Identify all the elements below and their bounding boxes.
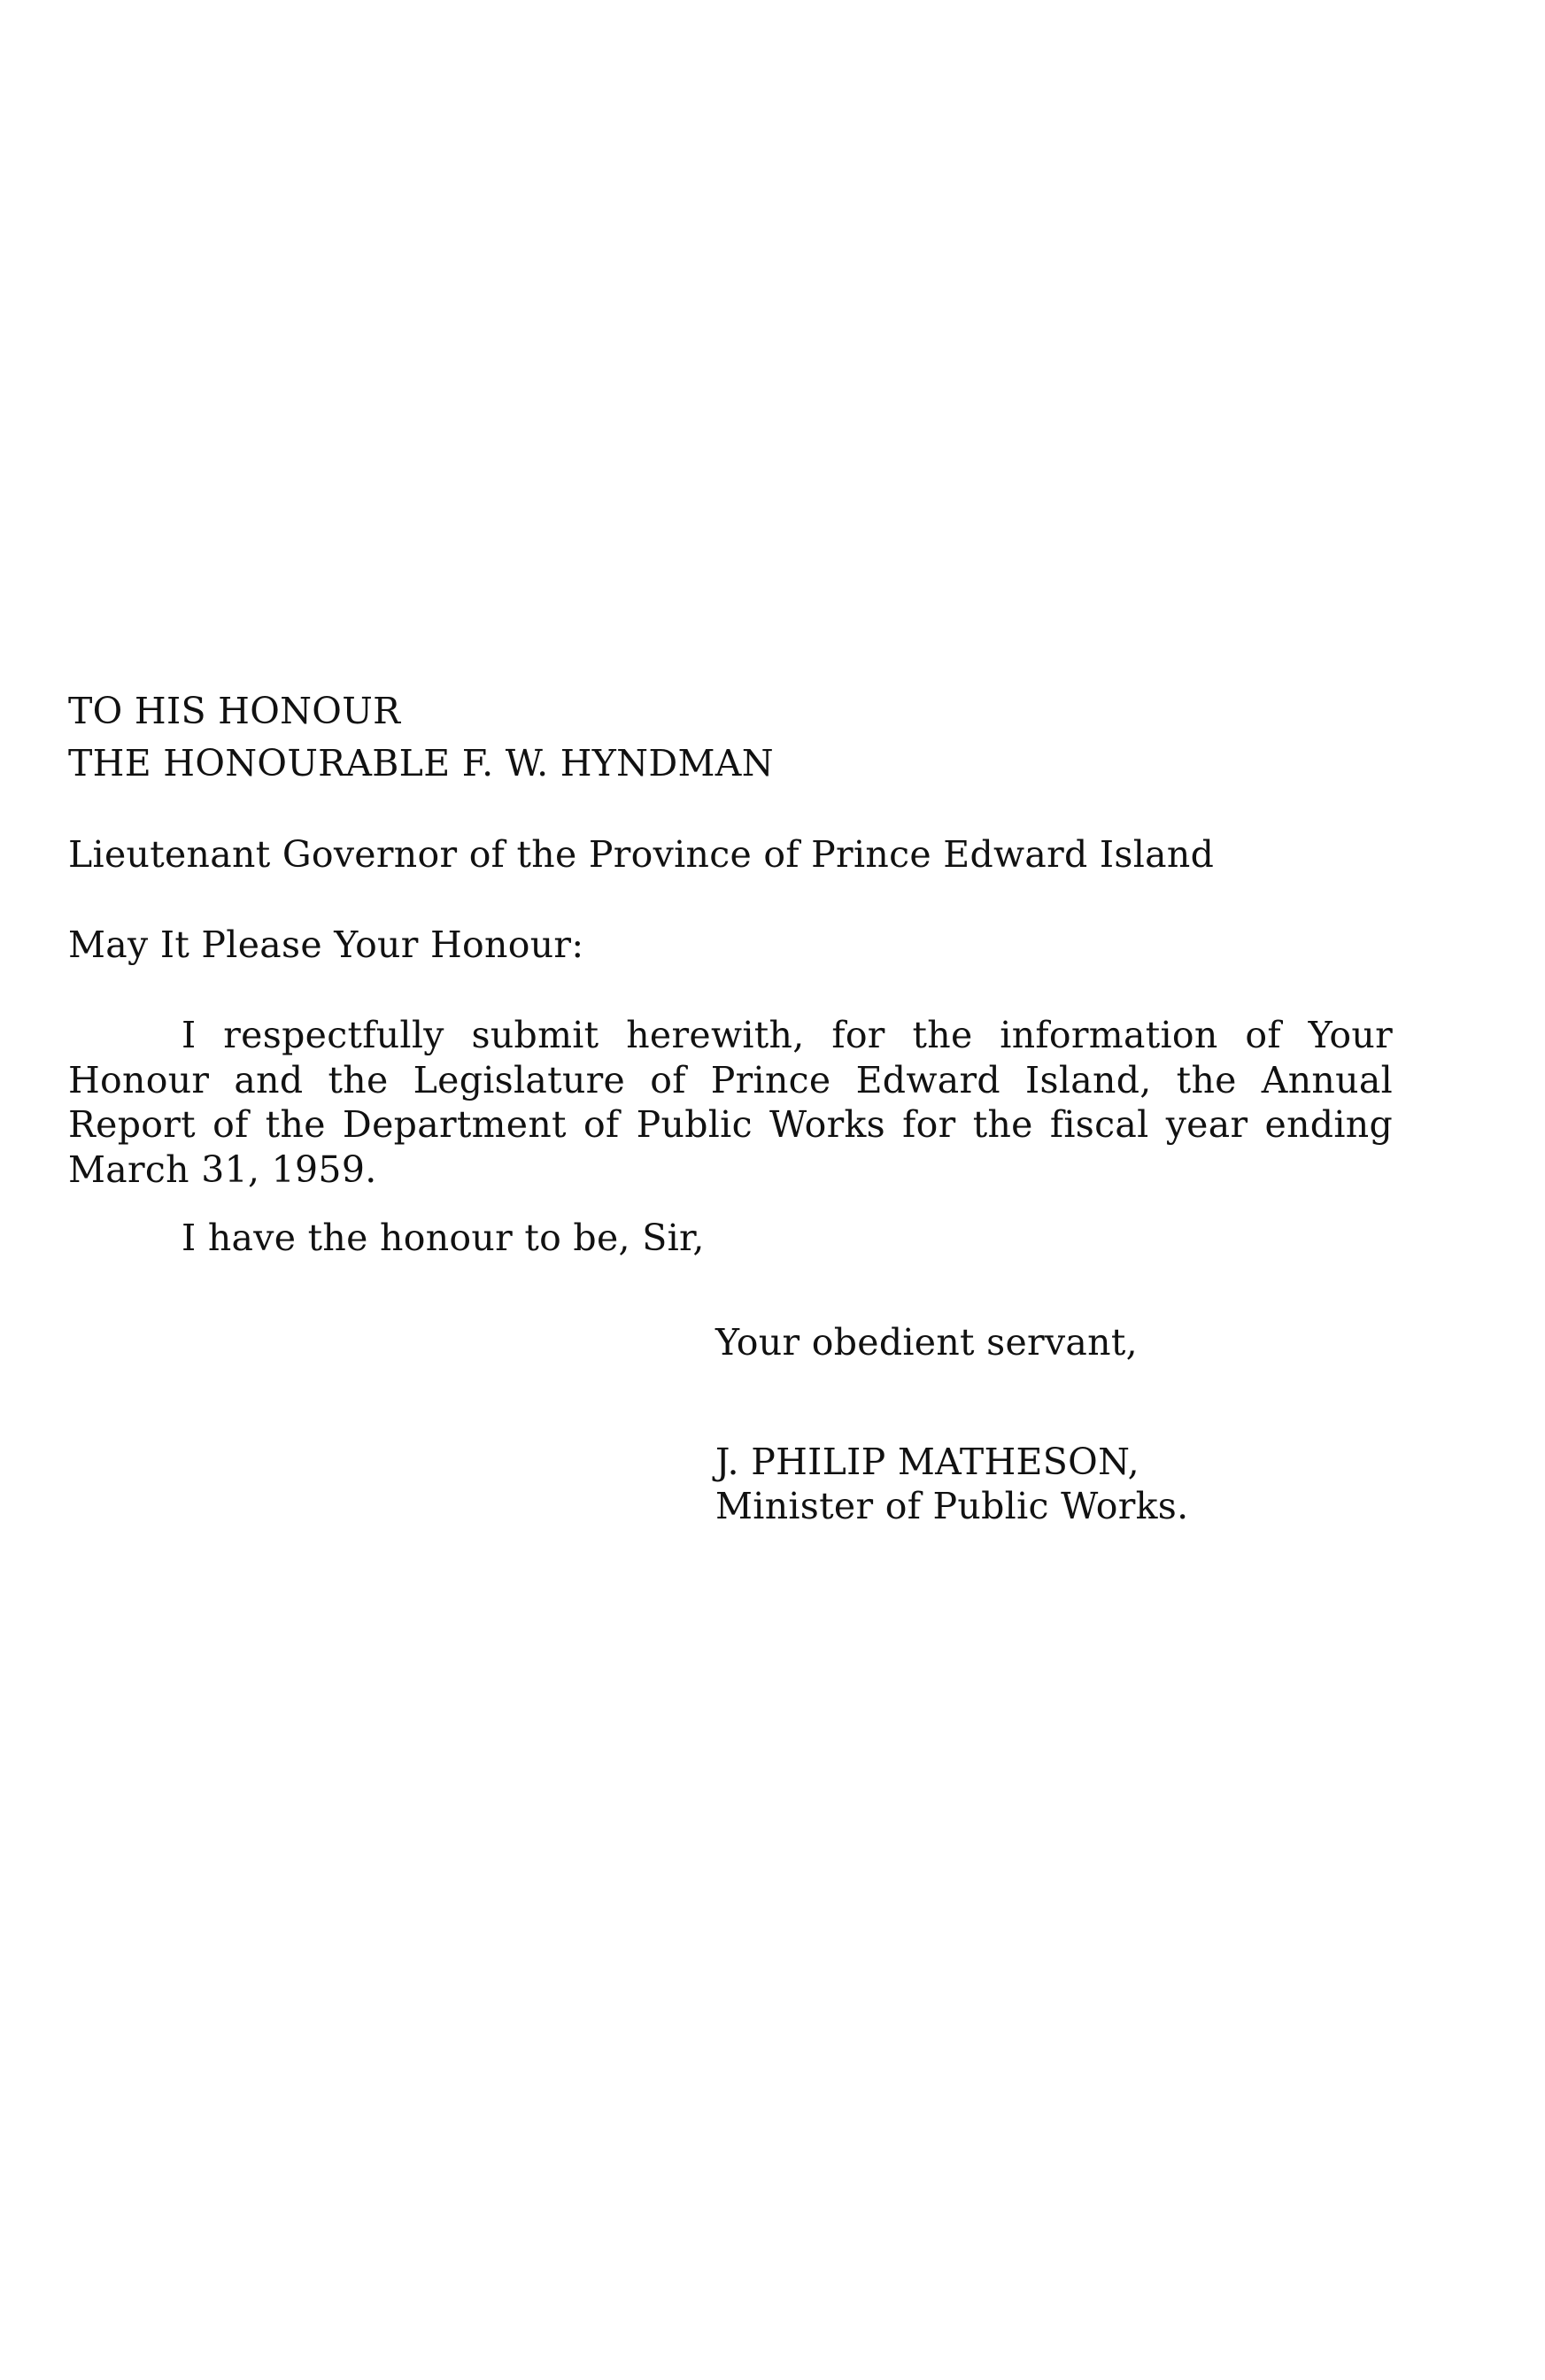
addressee-line-1: TO HIS HONOUR (68, 690, 401, 732)
salutation: May It Please Your Honour: (68, 923, 584, 966)
closing-line: I have the honour to be, Sir, (182, 1217, 705, 1259)
addressee-line-2: THE HONOURABLE F. W. HYNDMAN (68, 742, 774, 784)
signature-title: Minister of Public Works. (715, 1485, 1189, 1527)
addressee-designation: Lieutenant Governor of the Province of Prince Edward Island (68, 833, 1215, 876)
signature-name: J. PHILIP MATHESON, (715, 1441, 1139, 1483)
body-paragraph: I respectfully submit herewith, for the information of Your Honour and the Legislature of Prince Edward Island, the Annual Report of the Department of Public Works for the fiscal year ending March 31, 1959. (68, 1014, 1393, 1191)
valediction: Your obedient servant, (715, 1321, 1138, 1364)
